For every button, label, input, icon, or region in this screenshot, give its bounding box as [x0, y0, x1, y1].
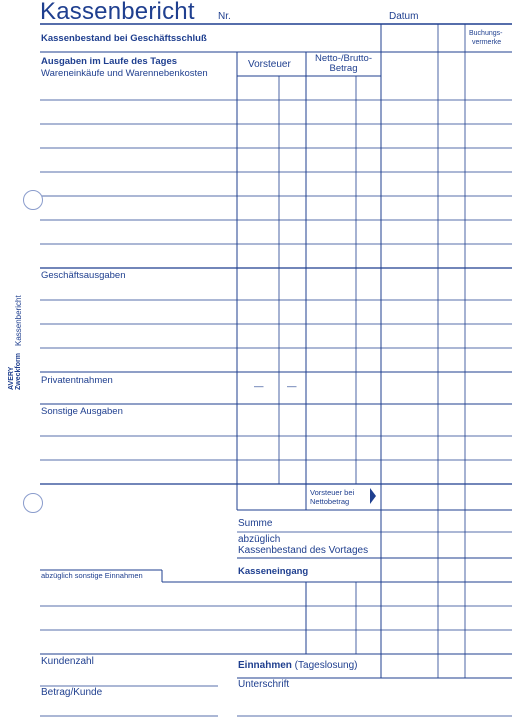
form-title: Kassenbericht: [40, 0, 195, 25]
vorsteuer-bei-nettobetrag: [310, 488, 354, 506]
netto-brutto-line1: Netto-/Brutto-: [314, 53, 373, 64]
einnahmen-label: [238, 661, 358, 671]
vorsteuer-dash-2: —: [287, 381, 297, 392]
geschaeftsausgaben-label: Geschäftsausgaben: [41, 270, 126, 281]
einnahmen-rest: (Tageslosung): [291, 660, 358, 671]
ausgaben-tages-label: Ausgaben im Laufe des Tages: [41, 56, 178, 67]
avery-zweckform-logo: [8, 353, 22, 390]
kundenzahl-label: Kundenzahl: [41, 656, 94, 667]
punch-hole-top: [23, 190, 43, 210]
nr-label: Nr.: [218, 11, 231, 22]
einnahmen-bold: Einnahmen: [238, 660, 292, 671]
netto-brutto-line2: Betrag: [329, 63, 358, 74]
vorsteuer-dash-1: —: [254, 381, 264, 392]
vorsteuer-header: Vorsteuer: [248, 59, 291, 70]
kassenbestand-vortages-label: Kassenbestand des Vortages: [238, 545, 369, 556]
buchungsvermerke-line1: Buchungs-: [469, 30, 503, 37]
vorsteuer-bei-line2: Nettobetrag: [310, 497, 350, 506]
datum-label: Datum: [389, 11, 419, 22]
logo-line1: AVERY: [8, 366, 15, 390]
vorsteuer-bei-line1: Vorsteuer bei: [310, 488, 355, 497]
betrag-kunde-label: Betrag/Kunde: [41, 687, 103, 698]
buchungsvermerke-label: [469, 29, 502, 47]
summe-label: Summe: [238, 518, 273, 529]
abzueglich-label: abzüglich: [238, 534, 281, 545]
arrow-right-icon: [370, 488, 376, 504]
punch-hole-bottom: [23, 493, 43, 513]
vertical-title: Kassenbericht: [14, 295, 23, 346]
wareneinkaeufe-label: Wareneinkäufe und Warennebenkosten: [41, 68, 208, 79]
kassenbestand-schluss-label: Kassenbestand bei Geschäftsschluß: [41, 33, 207, 44]
unterschrift-label: Unterschrift: [238, 679, 290, 690]
netto-brutto-header: [306, 54, 381, 74]
buchungsvermerke-line2: vermerke: [472, 39, 502, 46]
privatentnahmen-label: Privatentnahmen: [41, 375, 113, 386]
abzueglich-sonstige-label: abzüglich sonstige Einnahmen: [41, 571, 143, 580]
logo-line2: Zweckform: [15, 353, 22, 390]
sonstige-ausgaben-label: Sonstige Ausgaben: [41, 406, 123, 417]
kasseneingang-label: Kasseneingang: [238, 566, 309, 577]
